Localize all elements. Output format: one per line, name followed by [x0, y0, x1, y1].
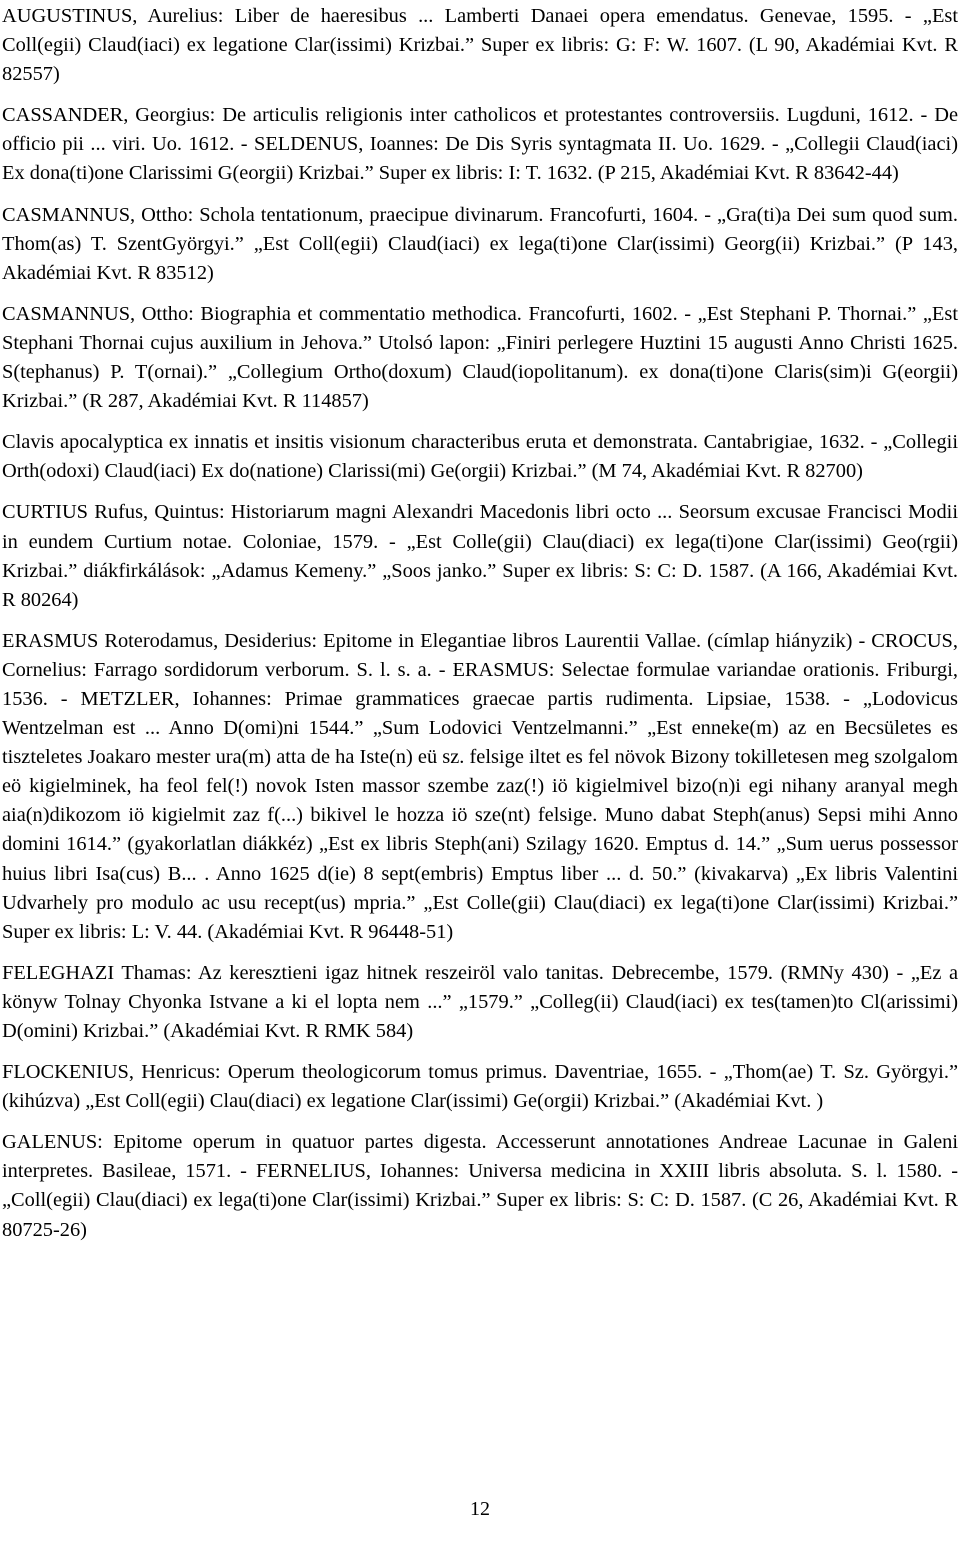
catalog-entry-cassander: CASSANDER, Georgius: De articulis religionis inter catholicos et protestantes controversiis. Lugduni, 1612. - De officio pii ... viri. Uo. 1612. - SELDENUS, Ioannes: De Dis Syris syntagmata II. Uo. 1629. - „Collegii Claud(iaci) Ex dona(ti)one Clarissimi G(eorgii) Krizbai.” Super ex libris: I: T. 1632. (P 215, Akadémiai Kvt. R 83642-44) [2, 104, 958, 185]
catalog-entry-clavis-apocalyptica: Clavis apocalyptica ex innatis et insitis visionum characteribus eruta et demonstrata. Cantabrigiae, 1632. - „Collegii Orth(odoxi) Claud(iaci) Ex do(natione) Clarissi(mi) Ge(orgii) Krizbai.” (M 74, Akadémiai Kvt. R 82700) [2, 431, 958, 483]
catalog-entry-galenus: GALENUS: Epitome operum in quatuor partes digesta. Accesserunt annotationes Andreae Lacunae in Galeni interpretes. Basileae, 1571. - FERNELIUS, Iohannes: Universa medicina in XXIII libris absoluta. S. l. 1580. - „Coll(egii) Clau(diaci) ex lega(ti)one Clar(issimi) Krizbai.” Super ex libris: S: C: D. 1587. (C 26, Akadémiai Kvt. R 80725-26) [2, 1131, 958, 1241]
catalog-entry-casmannus-schola: CASMANNUS, Ottho: Schola tentationum, praecipue divinarum. Francofurti, 1604. - „Gra(ti)a Dei sum quod sum. Thom(as) T. SzentGyörgyi.” „Est Coll(egii) Claud(iaci) ex lega(ti)one Clar(issimi) Georg(ii) Krizbai.” (P 143, Akadémiai Kvt. R 83512) [2, 203, 958, 284]
catalog-entry-flockenius: FLOCKENIUS, Henricus: Operum theologicorum tomus primus. Daventriae, 1655. - „Thom(ae) T. Sz. Györgyi.” (kihúzva) „Est Coll(egii) Clau(diaci) ex legatione Clar(issimi) Ge(orgii) Krizbai.” (Akadémiai Kvt. ) [2, 1061, 958, 1113]
catalog-entry-curtius: CURTIUS Rufus, Quintus: Historiarum magni Alexandri Macedonis libri octo ... Seorsum excusae Francisci Modii in eundem Curtium notae. Coloniae, 1579. - „Est Colle(gii) Clau(diaci) ex lega(ti)one Clar(issimi) Geo(rgii) Krizbai.” diákfirkálások: „Adamus Kemeny.” „Soos janko.” Super ex libris: S: C: D. 1587. (A 166, Akadémiai Kvt. R 80264) [2, 501, 958, 611]
page-number: 12 [470, 1498, 490, 1520]
catalog-entry-feleghazi: FELEGHAZI Thamas: Az keresztieni igaz hitnek reszeiröl valo tanitas. Debrecembe, 1579. (RMNy 430) - „Ez a könyw Tolnay Chyonka Istvane a ki el lopta nem ...” „1579.” „Colleg(ii) Claud(iaci) ex tes(tamen)to Cl(arissimi) D(omini) Krizbai.” (Akadémiai Kvt. R RMK 584) [2, 961, 958, 1042]
catalog-entry-erasmus: ERASMUS Roterodamus, Desiderius: Epitome in Elegantiae libros Laurentii Vallae. (címlap hiányzik) - CROCUS, Cornelius: Farrago sordidorum verborum. S. l. s. a. - ERASMUS: Selectae formulae variandae orationis. Friburgi, 1536. - METZLER, Iohannes: Primae grammatices graecae partis rudimenta. Lipsiae, 1538. - „Lodovicus Wentzelman est ... Anno D(omi)ni 1544.” „Sum Lodovici Ventzelmanni.” „Est enneke(m) az en Becsületes es tiszteletes Joakaro mester ura(m) atta de ha Iste(n) eü sz. felsige iltet es fel növok Bizony tokilletesen meg szolgalom eö kigielminek, ha feol fel(!) novok Isten massor szembe zaz(!) iö kigielmivel bizo(n)i egi nihany aranyal megh aia(n)dikozom iö kigielmit zaz f(...) bikivel le hozza iö sze(nt) felsige. Muno dabat Steph(anus) Sepsi mihi Anno domini 1614.” (gyakorlatlan diákkéz) „Est ex libris Steph(ani) Szilagy 1620. Emptus d. 14.” „Sum uerus possessor huius libri Isa(cus) B... . Anno 1625 d(ie) 8 sept(embris) Emptus liber ... d. 50.” (kivakarva) „Ex libris Valentini Udvarhely pro modulo ac usu recept(us) mpria.” „Est Colle(gii) Clau(diaci) ex lega(ti)one Clar(issimi) Krizbai.” Super ex libris: L: V. 44. (Akadémiai Kvt. R 96448-51) [2, 629, 958, 943]
catalog-entry-casmannus-biographia: CASMANNUS, Ottho: Biographia et commentatio methodica. Francofurti, 1602. - „Est Stephani P. Thornai.” „Est Stephani Thornai cujus auxilium in Jehova.” Utolsó lapon: „Finiri perlegere Huztini 15 augusti Anno Christi 1625. S(tephanus) P. T(ornai).” „Collegium Ortho(doxum) Claud(iopolitanum). ex dona(ti)one Claris(sim)i G(eorgii) Krizbai.” (R 287, Akadémiai Kvt. R 114857) [2, 302, 958, 413]
catalog-entry-augustinus: AUGUSTINUS, Aurelius: Liber de haeresibus ... Lamberti Danaei opera emendatus. Genevae, 1595. - „Est Coll(egii) Claud(iaci) ex legatione Clar(issimi) Krizbai.” Super ex libris: G: F: W. 1607. (L 90, Akadémiai Kvt. R 82557) [2, 5, 958, 86]
